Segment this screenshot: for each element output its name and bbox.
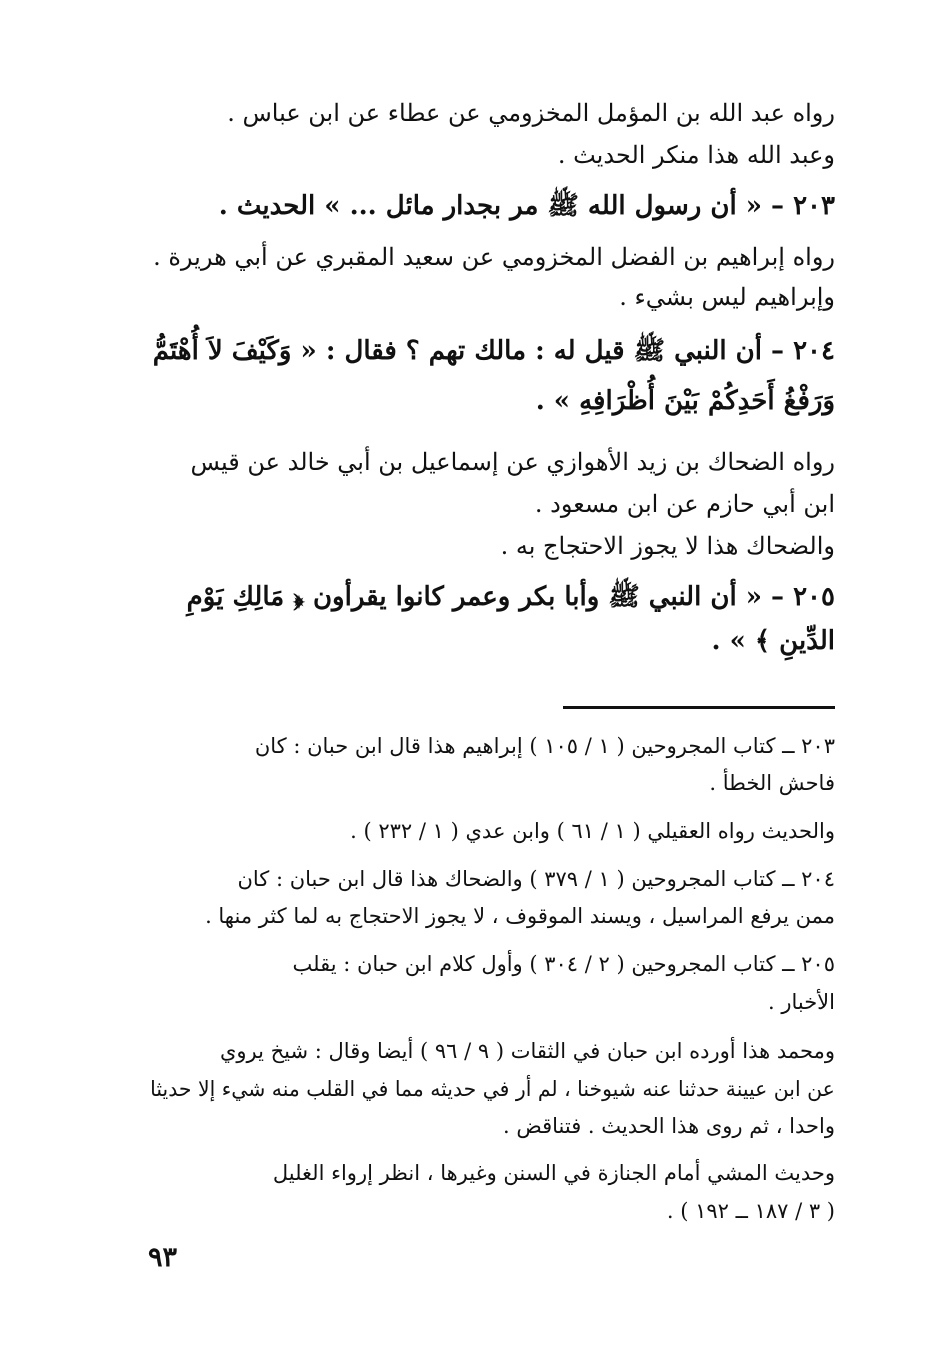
footnote-line-2: فاحش الخطأ . (709, 771, 835, 795)
footnote-line-12: ( ٣ / ١٨٧ ــ ١٩٢ ) . (666, 1199, 835, 1223)
main-line-9: ابن أبي حازم عن ابن مسعود . (534, 490, 835, 518)
main-line-10: والضحاك هذا لا يجوز الاحتجاج به . (500, 532, 835, 560)
footnote-line-8: ومحمد هذا أورده ابن حبان في الثقات ( ٩ / ٩٦ ) أيضا وقال : شيخ يروي (219, 1039, 835, 1063)
hadith-203-heading: ٢٠٣ – « أن رسول الله ﷺ مر بجدار مائل ... » الحديث . (218, 191, 835, 221)
hadith-204-heading: ٢٠٤ – أن النبي ﷺ قيل له : مالك تهم ؟ فقال : « وَكَيْفَ لاَ أُهْتَمُّ (152, 336, 835, 366)
main-line-5: وإبراهيم ليس بشيء . (619, 283, 835, 311)
footnote-line-1: ٢٠٣ ــ كتاب المجروحين ( ١ / ١٠٥ ) إبراهيم هذا قال ابن حبان : كان (254, 734, 835, 758)
main-line-2: وعبد الله هذا منكر الحديث . (557, 141, 835, 169)
footnote-line-11: وحديث المشي أمام الجنازة في السنن وغيرها ، انظر إرواء الغليل (272, 1161, 835, 1185)
footnote-line-6: ٢٠٥ ــ كتاب المجروحين ( ٢ / ٣٠٤ ) وأول كلام ابن حبان : يقلب (292, 952, 835, 976)
hadith-204-continuation: وَرَفْغُ أَحَدِكُمْ بَيْنَ أُظْرَافِهِ » . (535, 386, 835, 416)
footnote-line-3: والحديث رواه العقيلي ( ١ / ٦١ ) وابن عدي ( ١ / ٢٣٢ ) . (350, 819, 835, 843)
main-line-1: رواه عبد الله بن المؤمل المخزومي عن عطاء عن ابن عباس . (227, 99, 835, 127)
page-number: ٩٣ (148, 1242, 178, 1273)
main-line-8: رواه الضحاك بن زيد الأهوازي عن إسماعيل بن أبي خالد عن قيس (190, 448, 835, 476)
footnote-line-9: عن ابن عيينة حدثنا عنه شيوخنا ، لم أر في حديثه مما في القلب منه شيء إلا حديثا (150, 1077, 835, 1101)
hadith-205-heading: ٢٠٥ – « أن النبي ﷺ وأبا بكر وعمر كانوا يقرأون ﴿ مَالِكِ يَوْمِ (186, 582, 835, 612)
footnote-line-7: الأخبار . (767, 990, 835, 1014)
footnote-separator (563, 706, 835, 709)
main-line-4: رواه إبراهيم بن الفضل المخزومي عن سعيد المقبري عن أبي هريرة . (153, 243, 835, 271)
footnote-line-4: ٢٠٤ ــ كتاب المجروحين ( ١ / ٣٧٩ ) والضحاك هذا قال ابن حبان : كان (237, 867, 835, 891)
footnote-line-10: واحدا ، ثم روى هذا الحديث . فتناقض . (503, 1114, 835, 1138)
hadith-205-continuation: الدِّينِ ﴾ » . (711, 626, 835, 656)
footnote-line-5: ممن يرفع المراسيل ، ويسند الموقوف ، لا يجوز الاحتجاج به لما كثر منها . (205, 904, 835, 928)
